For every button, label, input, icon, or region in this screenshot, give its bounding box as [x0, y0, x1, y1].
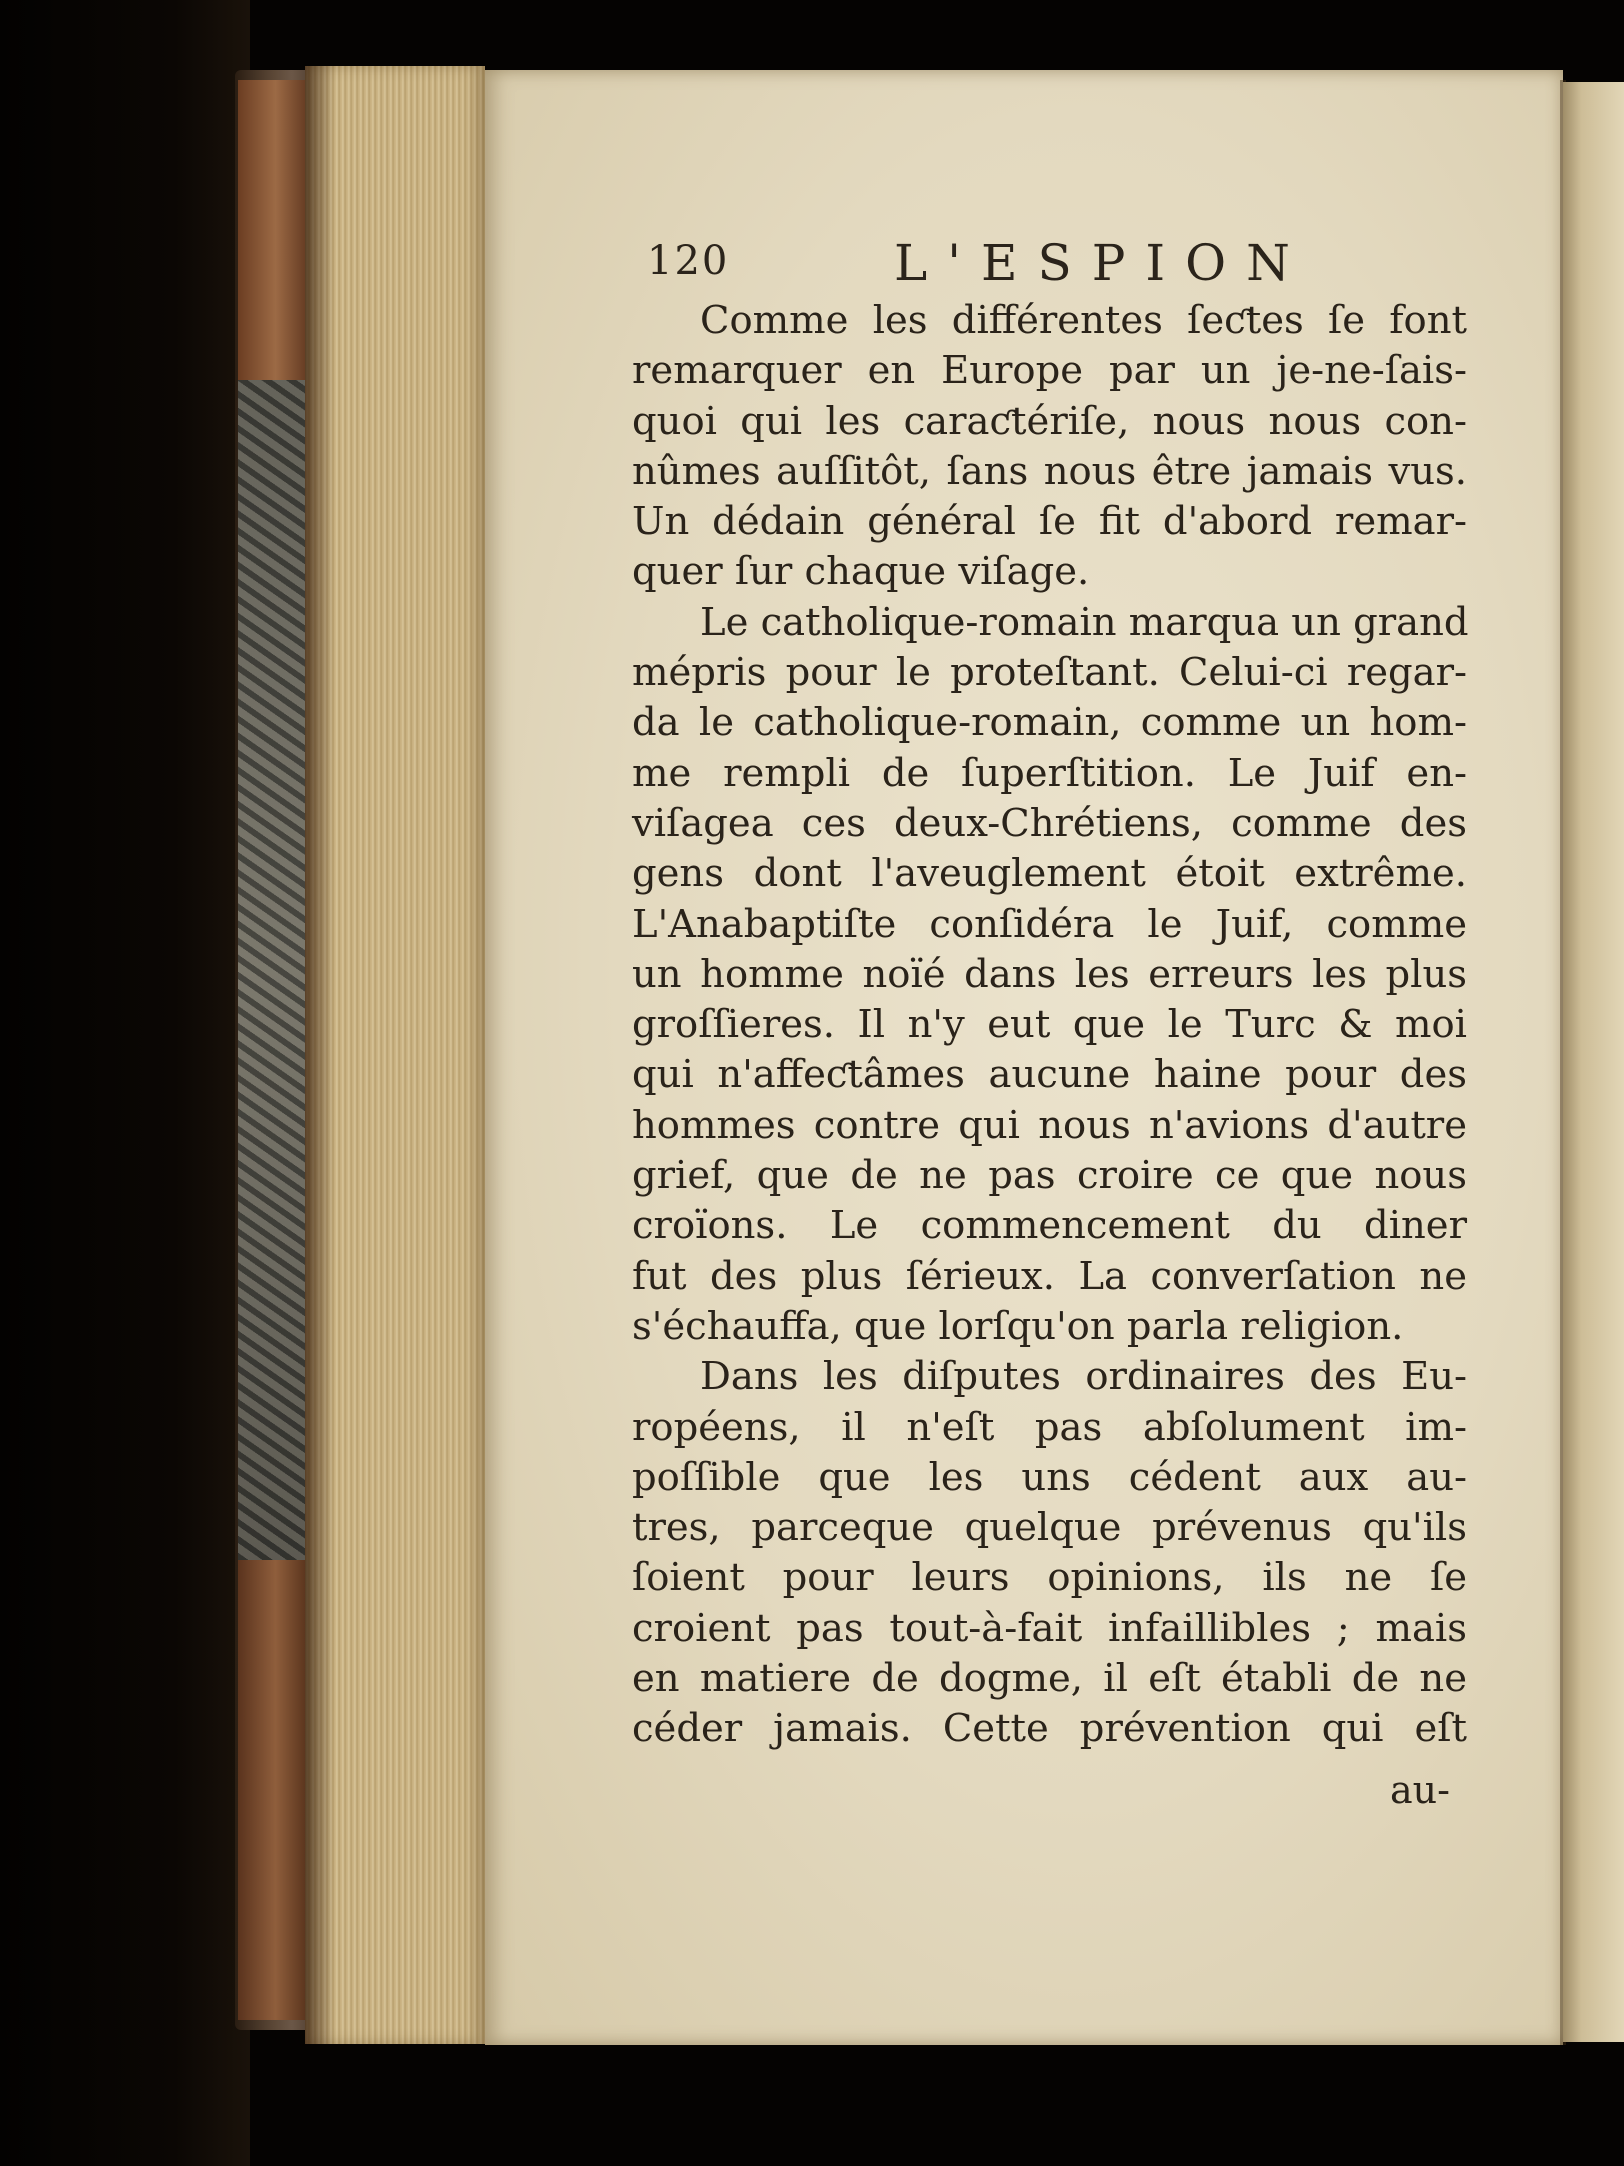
text-line: quer ſur chaque viſage. — [632, 549, 1090, 595]
text-line: hommes contre qui nous n'avions d'autre — [632, 1102, 1467, 1148]
text-line: mépris pour le proteſtant. Celui-ci regar- — [632, 650, 1467, 696]
body-text — [632, 296, 1467, 1755]
cover-leather-bottom — [238, 1560, 313, 2020]
text-line: nûmes auſſitôt, ſans nous être jamais vus. — [632, 448, 1467, 494]
text-line: L'Anabaptiſte conſidéra le Juif, comme — [632, 901, 1467, 947]
text-line: viſagea ces deux-Chrétiens, comme des — [632, 800, 1467, 846]
text-line: s'échauffa, que lorſqu'on parla religion. — [632, 1303, 1404, 1349]
text-line: ſoient pour leurs opinions, ils ne ſe — [632, 1555, 1467, 1601]
text-line: remarquer en Europe par un je-ne-ſais- — [632, 348, 1467, 394]
text-line: Le catholique-romain marqua un grand — [700, 599, 1469, 645]
page-edges-shadow — [305, 66, 335, 2044]
text-line: Un dédain général ſe fit d'abord remar- — [632, 499, 1467, 545]
running-title: L'ESPION — [894, 234, 1310, 292]
text-line: en matiere de dogme, il eſt établi de ne — [632, 1656, 1467, 1702]
text-line: groſſieres. Il n'y eut que le Turc & moi — [632, 1002, 1467, 1048]
facing-page-edge — [1563, 82, 1624, 2042]
text-line: Comme les différentes ſeƈtes ſe font — [700, 298, 1467, 343]
text-line: Dans les diſputes ordinaires des Eu- — [700, 1354, 1467, 1400]
text-line: me rempli de ſuperſtition. Le Juif en- — [632, 750, 1467, 796]
cover-marbled-paper — [238, 380, 308, 1560]
text-line: poſſible que les uns cédent aux au- — [632, 1454, 1467, 1500]
text-line: ropéens, il n'eſt pas abſolument im- — [632, 1404, 1467, 1450]
catchword: au- — [1390, 1768, 1450, 1812]
text-line: grief, que de ne pas croire ce que nous — [632, 1153, 1467, 1199]
text-line: fut des plus ſérieux. La converſation ne — [632, 1253, 1467, 1299]
text-line: un homme noïé dans les erreurs les plus — [632, 951, 1467, 997]
text-line: da le catholique-romain, comme un hom- — [632, 700, 1467, 746]
text-line: tres, parceque quelque prévenus qu'ils — [632, 1505, 1467, 1551]
text-line: qui n'affeƈtâmes aucune haine pour des — [632, 1052, 1467, 1098]
cover-leather-top — [238, 80, 313, 380]
text-line: quoi qui les caraƈtériſe, nous nous con- — [632, 398, 1467, 444]
page-header — [647, 230, 1310, 292]
text-line: croïons. Le commencement du diner — [632, 1203, 1467, 1249]
background-shadow — [0, 0, 250, 2166]
text-line: gens dont l'aveuglement étoit extrême. — [632, 851, 1467, 897]
text-line: céder jamais. Cette prévention qui eſt — [632, 1706, 1467, 1752]
page-number: 120 — [647, 238, 730, 284]
text-line: croient pas tout-à-fait infaillibles ; mais — [632, 1605, 1467, 1651]
